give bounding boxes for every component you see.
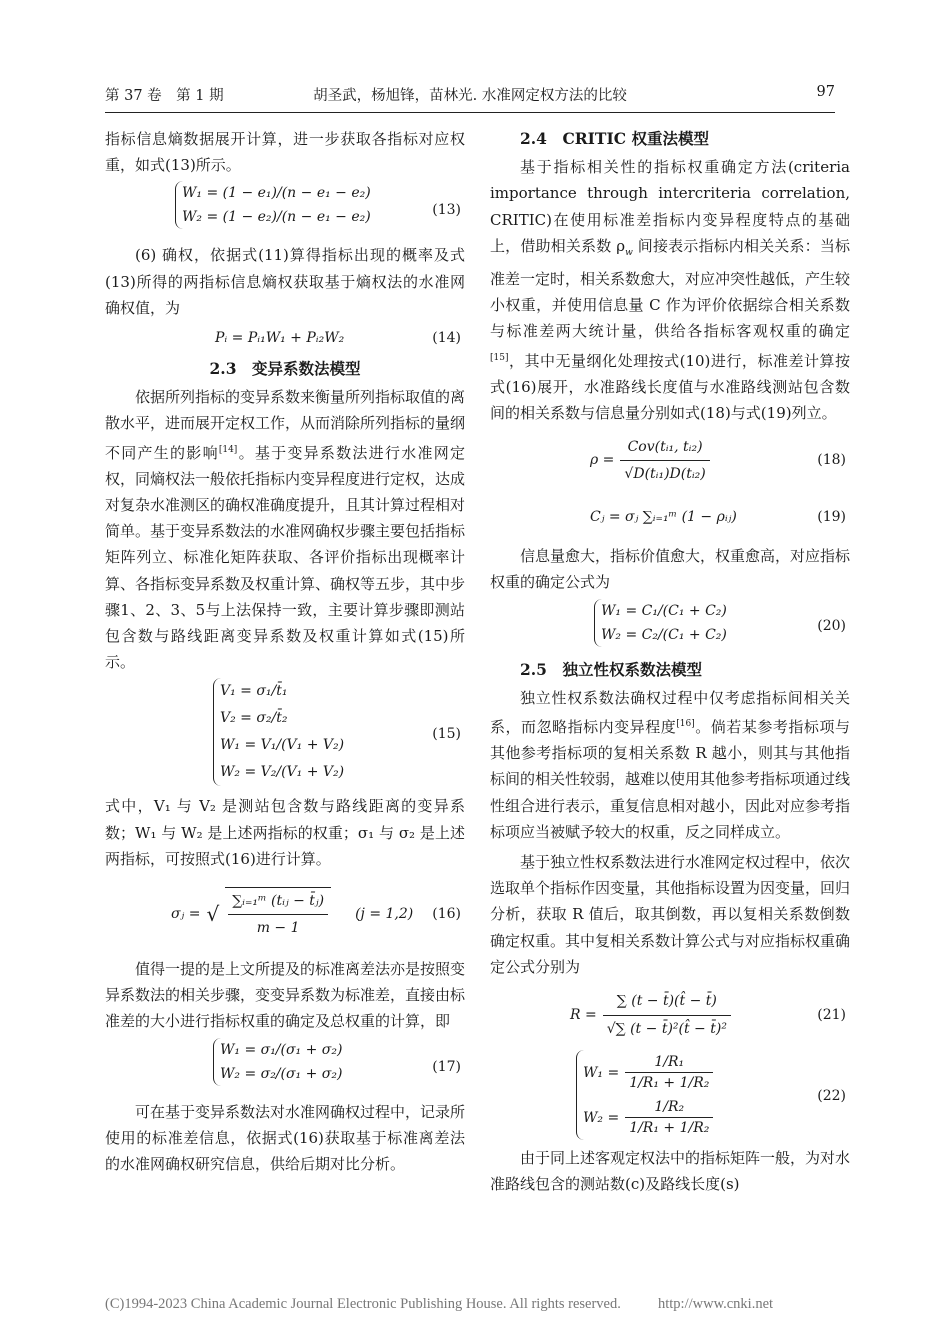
equation-number: (16) [432, 905, 461, 922]
volume-issue: 第 37 卷 第 1 期 [105, 88, 224, 104]
equation-number: (19) [817, 509, 846, 526]
fraction-numerator: Cov(tᵢ₁, tᵢ₂) [620, 434, 709, 461]
equation-20 [490, 599, 850, 653]
equation-number: (14) [432, 329, 461, 346]
equation-line: W₁ = C₁/(C₁ + C₂) [601, 602, 727, 619]
paragraph [105, 384, 465, 675]
paragraph: 基于独立性权系数法进行水准网定权过程中，依次选取单个指标作因变量，其他指标设置为因变量，回归分析，获取 R 值后，取其倒数，再以复相关系数倒数确定权重。其中复相关系数计算公式与对应指标权重确定公式分别为 [490, 853, 851, 976]
paragraph: 式中，V₁ 与 V₂ 是测站包含数与路线距离的变异系数；W₁ 与 W₂ 是上述两指标的权重；σ₁ 与 σ₂ 是上述两指标，可按照式(16)进行计算。 [105, 797, 465, 868]
fraction-denominator: √D(tᵢ₁)D(tᵢ₂) [624, 465, 706, 482]
paragraph: (6) 确权，依据式(11)算得指标出现的概率及式(13)所得的两指标信息熵权获取基于熵权法的水准网确权值，为 [105, 246, 465, 317]
equation-lhs: σⱼ = [171, 905, 201, 922]
equation-fraction [603, 988, 731, 1041]
paragraph-text: 间接表示指标内相关关系：当标准差一定时，相关系数愈大，对应冲突性越低，产生较小权重，并使用信息量 C 作为评价依据综合相关系数与标准差两大统计量，供给各指标客观权重的确定 [490, 236, 851, 341]
equation-13 [105, 181, 465, 239]
citation[interactable]: [16] [676, 719, 695, 730]
running-title: 胡圣武，杨旭锋，苗林光. 水准网定权方法的比较 [313, 88, 627, 104]
paragraph-text: 依据所列指标的变异系数来衡量所列指标取值的离散水平，进而展开定权工作，从而消除所列指标的量纲不同产生的影响 [105, 388, 466, 462]
sqrt-sign: √ [206, 901, 220, 926]
paragraph-text: 。基于变异系数法进行水准网定权，同熵权法一般依托指标内变异程度进行定权，达成对复杂水准测区的确权准确度提升，且其计算过程相对简单。基于变异系数法的水准网确权步骤主要包括指标矩阵列立、标准化矩阵获取、各评价指标出现概率计算、各指标变异系数及权重计算、确权等五步，其中步骤1、2、3、5与上法保持一致，主要计算步骤即测站包含数与路线距离变异系数及权重计算如式(15)所示。 [105, 443, 466, 672]
equation-line: W₁ = V₁/(V₁ + V₂) [220, 737, 345, 754]
equation-16 [105, 875, 465, 953]
equation-number: (20) [817, 617, 846, 634]
equation-14 [105, 324, 465, 352]
paragraph-text: 。倘若某参考指标项与其他参考指标项的复相关系数 R 越小，则其与其他指标间的相关性较弱，越难以使用其他参考指标项通过线性组合进行表示，重复信息相对越小，因此对应参考指标项应当被赋予较大的权重，反之同样成立。 [490, 718, 851, 841]
equation-number: (15) [432, 726, 461, 743]
left-column [105, 126, 465, 1177]
equation-brace [213, 678, 344, 786]
paragraph: 由于同上述客观定权法中的指标矩阵一般，为对水准路线包含的测站数(c)及路线长度(s) [490, 1149, 851, 1194]
equation-fraction [620, 434, 709, 487]
equation-line: W₂ = σ₂/(σ₁ + σ₂) [220, 1065, 343, 1082]
equation-22 [490, 1050, 850, 1142]
paragraph-text: 独立性权系数法确权过程中仅考虑指标间相关关系，而忽略指标内变异程度 [490, 688, 850, 737]
running-header [105, 84, 835, 110]
paragraph: 信息量愈大，指标价值愈大，权重愈高，对应指标权重的确定公式为 [490, 547, 851, 592]
equation-lhs: W₂ = [583, 1109, 620, 1126]
equation-line: V₂ = σ₂/t̄₂ [220, 710, 288, 727]
equation-line: V₁ = σ₁/t̄₁ [220, 683, 288, 700]
paragraph: 可在基于变异系数法对水准网确权过程中，记录所使用的标准差信息，依据式(16)获取基于标准离差法的水准网确权研究信息，供给后期对比分析。 [105, 1102, 466, 1174]
equation-line: Pᵢ = Pᵢ₁W₁ + Pᵢ₂W₂ [215, 330, 345, 347]
paragraph [490, 154, 850, 426]
equation-number: (18) [817, 452, 846, 469]
equation-fraction [625, 1097, 713, 1138]
page-number: 97 [816, 84, 835, 100]
subscript: w [625, 247, 633, 258]
equation-21 [490, 983, 850, 1047]
equation-line [583, 1097, 713, 1138]
paragraph: 指标信息熵数据展开计算，进一步获取各指标对应权重，如式(13)所示。 [105, 130, 465, 175]
equation-number: (22) [817, 1087, 846, 1104]
equation-line: Cⱼ = σⱼ ∑ᵢ₌₁ᵐ (1 − ρᵢⱼ) [590, 509, 737, 526]
fraction-numerator: 1/R₂ [625, 1097, 713, 1118]
fraction-denominator: √∑ (t − t̄)²(t̂ − t̄)² [606, 1020, 727, 1037]
fraction-denominator: 1/R₁ + 1/R₂ [629, 1075, 710, 1092]
paragraph: 值得一提的是上文所提及的标准离差法亦是按照变异系数法的相关步骤，变变异系数为标准差，直接由标准差的大小进行指标权重的确定及总权重的计算，即 [105, 960, 466, 1031]
equation-brace [175, 181, 371, 229]
right-column [490, 126, 850, 1197]
paragraph [490, 685, 850, 845]
equation-lhs: W₁ = [583, 1064, 620, 1081]
section-heading: 2.4 CRITIC 权重法模型 [520, 129, 709, 148]
equation-brace [594, 599, 727, 647]
fraction-numerator: ∑ᵢ₌₁ᵐ (tᵢⱼ − t̄ⱼ) [228, 888, 328, 915]
equation-15 [105, 678, 465, 790]
footer-link[interactable]: http://www.cnki.net [658, 1296, 774, 1312]
paragraph-text: 基于指标相关性的指标权重确定方法(criteria importance through intercriteria correlation, CRITIC)在使用标准差指标内变异程度特点的基础上，借助相关系数 ρ [490, 158, 850, 255]
equation-line [583, 1052, 713, 1093]
equation-lhs: ρ = [590, 452, 615, 469]
fraction-denominator: 1/R₁ + 1/R₂ [629, 1120, 710, 1137]
equation-fraction [625, 1052, 713, 1093]
equation-fraction [225, 887, 331, 941]
citation[interactable]: [15] [490, 352, 509, 363]
copyright-footer [105, 1296, 774, 1313]
equation-condition: (j = 1,2) [355, 905, 414, 922]
equation-line: W₁ = σ₁/(σ₁ + σ₂) [220, 1041, 343, 1058]
equation-line: W₂ = V₂/(V₁ + V₂) [220, 764, 345, 781]
equation-number: (17) [432, 1058, 461, 1075]
fraction-numerator: ∑ (t − t̄)(t̂ − t̄) [603, 988, 731, 1015]
equation-brace [213, 1038, 342, 1086]
equation-lhs: R = [570, 1006, 597, 1023]
paragraph-text: ，其中无量纲化处理按式(10)进行，标准差计算按式(16)展开，水准路线长度值与水准路线测站包含数间的相关系数与信息量分别如式(18)与式(19)列立。 [490, 351, 850, 423]
equation-number: (13) [432, 202, 461, 219]
equation-18 [490, 429, 850, 491]
header-rule [105, 112, 835, 113]
citation[interactable]: [14] [218, 444, 238, 455]
fraction-numerator: 1/R₁ [625, 1052, 713, 1073]
equation-brace [576, 1050, 713, 1140]
section-heading: 2.5 独立性权系数法模型 [520, 659, 702, 679]
equation-19 [490, 494, 850, 540]
fraction-denominator: m − 1 [256, 920, 300, 937]
equation-line: W₂ = C₂/(C₁ + C₂) [601, 626, 727, 643]
equation-line: W₂ = (1 − e₂)/(n − e₁ − e₂) [182, 209, 371, 226]
section-heading: 2.3 变异系数法模型 [209, 359, 361, 379]
equation-number: (21) [817, 1006, 846, 1023]
equation-line: W₁ = (1 − e₁)/(n − e₁ − e₂) [182, 185, 371, 202]
equation-17 [105, 1038, 465, 1096]
copyright-text: (C)1994-2023 China Academic Journal Electronic Publishing House. All rights reserved. [105, 1296, 621, 1312]
